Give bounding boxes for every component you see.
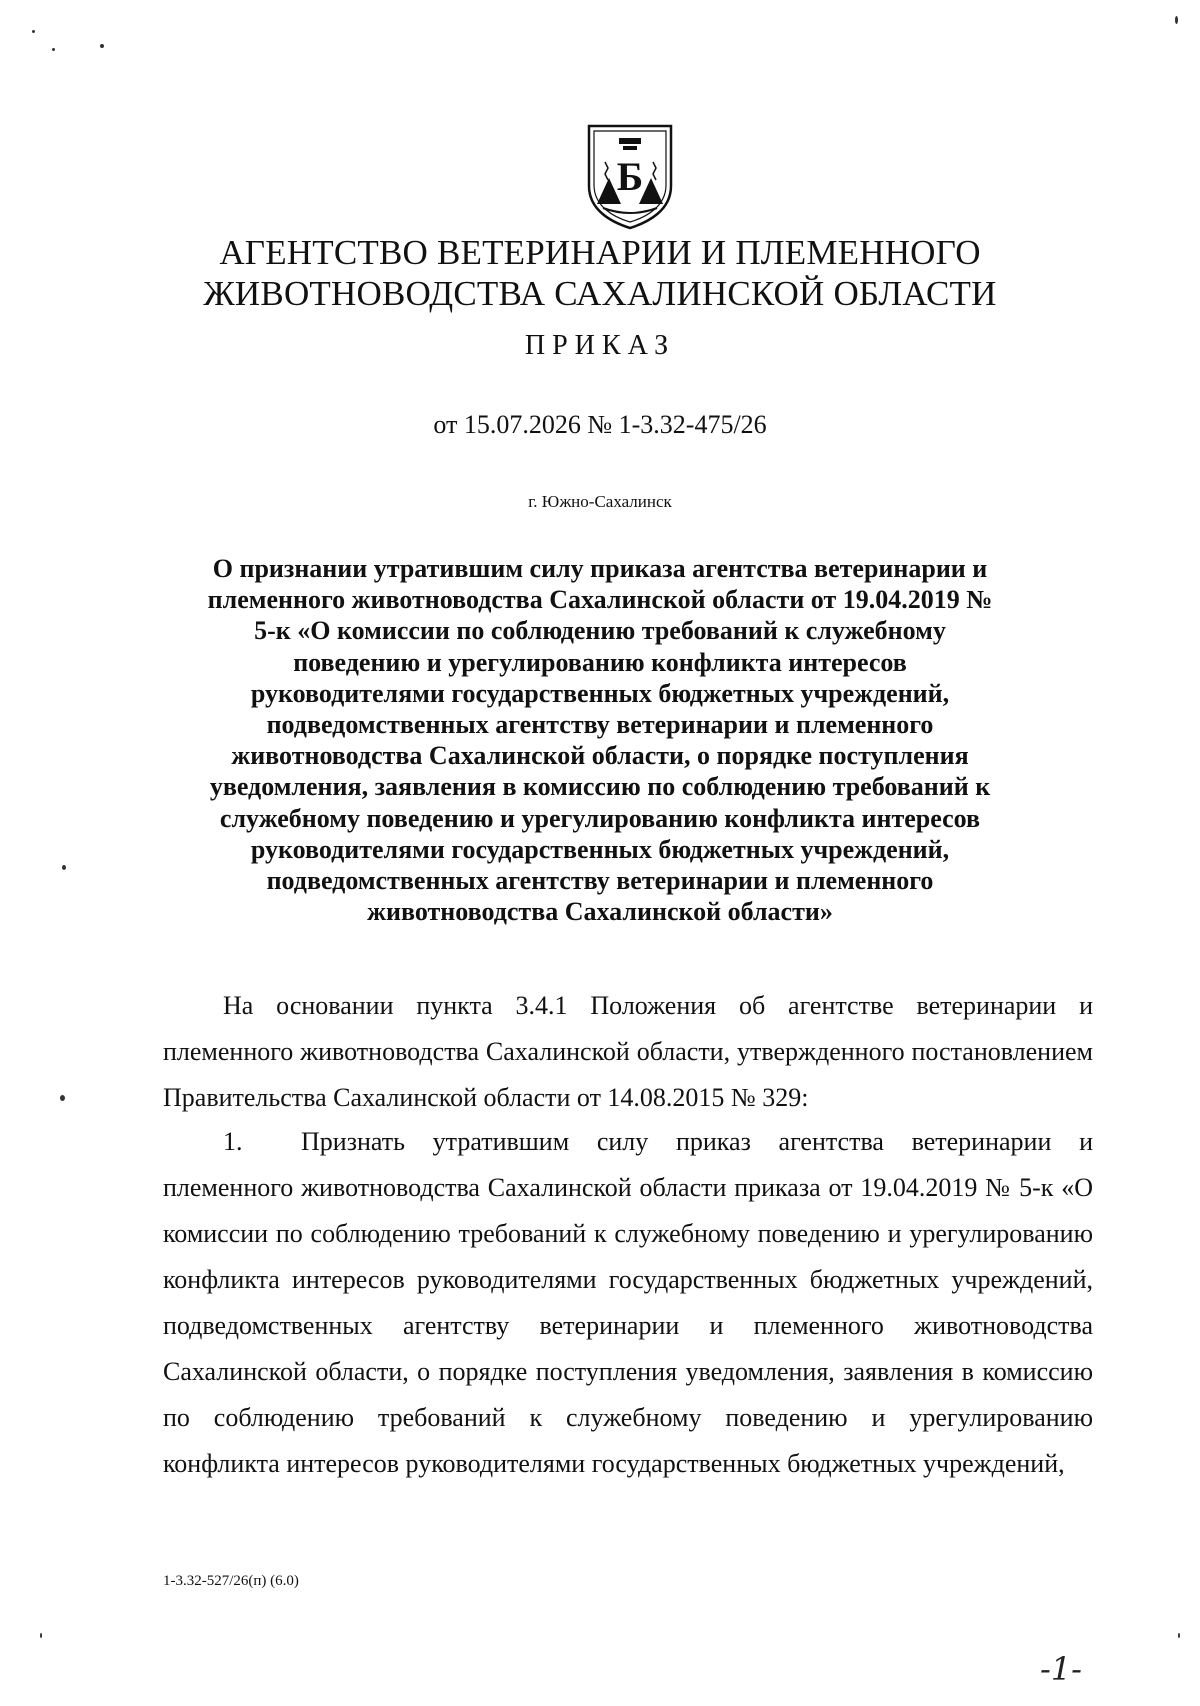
agency-name-line2: ЖИВОТНОВОДСТВА САХАЛИНСКОЙ ОБЛАСТИ — [203, 274, 997, 313]
subject-line: руководителями государственных бюджетных учреждений, — [250, 834, 950, 864]
scan-speck — [60, 1095, 65, 1101]
agency-name-line1: АГЕНТСТВО ВЕТЕРИНАРИИ И ПЛЕМЕННОГО — [219, 233, 981, 272]
sakhalin-coat-of-arms-icon — [585, 122, 675, 230]
subject-line: уведомления, заявления в комиссию по соблюдению требований к — [209, 772, 991, 802]
scan-speck — [100, 44, 104, 48]
subject-line: животноводства Сахалинской области» — [367, 897, 833, 927]
city: г. Южно-Сахалинск — [528, 492, 672, 511]
subject-line: поведению и урегулированию конфликта интересов — [293, 647, 907, 677]
subject-line: О признании утратившим силу приказа агентства ветеринарии и — [212, 554, 988, 583]
scan-speck — [40, 1633, 42, 1638]
order-number: от 15.07.2026 № 1-3.32-475/26 — [433, 410, 767, 439]
scan-speck — [1178, 1633, 1180, 1638]
subject-line: служебному поведению и урегулированию конфликта интересов — [219, 803, 981, 833]
subject-line: подведомственных агентству ветеринарии и племенного — [266, 710, 934, 740]
item-number: 1. — [223, 1127, 243, 1156]
document-code: 1-3.32-527/26(п) (6.0) — [163, 1573, 299, 1589]
document-type: ПРИКАЗ — [524, 330, 676, 361]
order-subject — [190, 553, 1010, 927]
subject-line: подведомственных агентству ветеринарии и племенного — [266, 866, 934, 896]
preamble-paragraph: На основании пункта 3.4.1 Положения об агентстве ветеринарии и племенного животноводства Сахалинской области, утвержденного постановлением Правительства Сахалинской области от 14.08.2015 № 329: — [163, 991, 1093, 1112]
order-item-1 — [163, 1119, 1093, 1487]
scan-speck — [52, 48, 55, 51]
subject-line: 5-к «О комиссии по соблюдению требований к служебному — [254, 616, 946, 646]
svg-text:Б: Б — [616, 154, 644, 199]
page-number: -1- — [1040, 1650, 1082, 1688]
item-text: Признать утратившим силу приказ агентства ветеринарии и племенного животноводства Сахалинской области приказа от 19.04.2019 № 5-к «О комиссии по соблюдению требований к служебному поведению и урегулированию конфликта интересов руководителями государственных бюджетных учреждений, подведомственных агентству ветеринарии и племенного животноводства Сахалинской области, о порядке поступления уведомления, заявления в комиссию по соблюдению требований к служебному поведению и урегулированию конфликта интересов руководителями государственных бюджетных учреждений, — [163, 1127, 1093, 1478]
subject-line: руководителями государственных бюджетных учреждений, — [250, 678, 950, 708]
scan-speck — [32, 30, 35, 33]
scan-speck — [1175, 16, 1178, 24]
agency-name — [140, 232, 1060, 314]
subject-line: животноводства Сахалинской области, о порядке поступления — [231, 741, 969, 771]
scan-speck — [62, 865, 66, 870]
subject-line: племенного животноводства Сахалинской области от 19.04.2019 № — [207, 585, 993, 615]
